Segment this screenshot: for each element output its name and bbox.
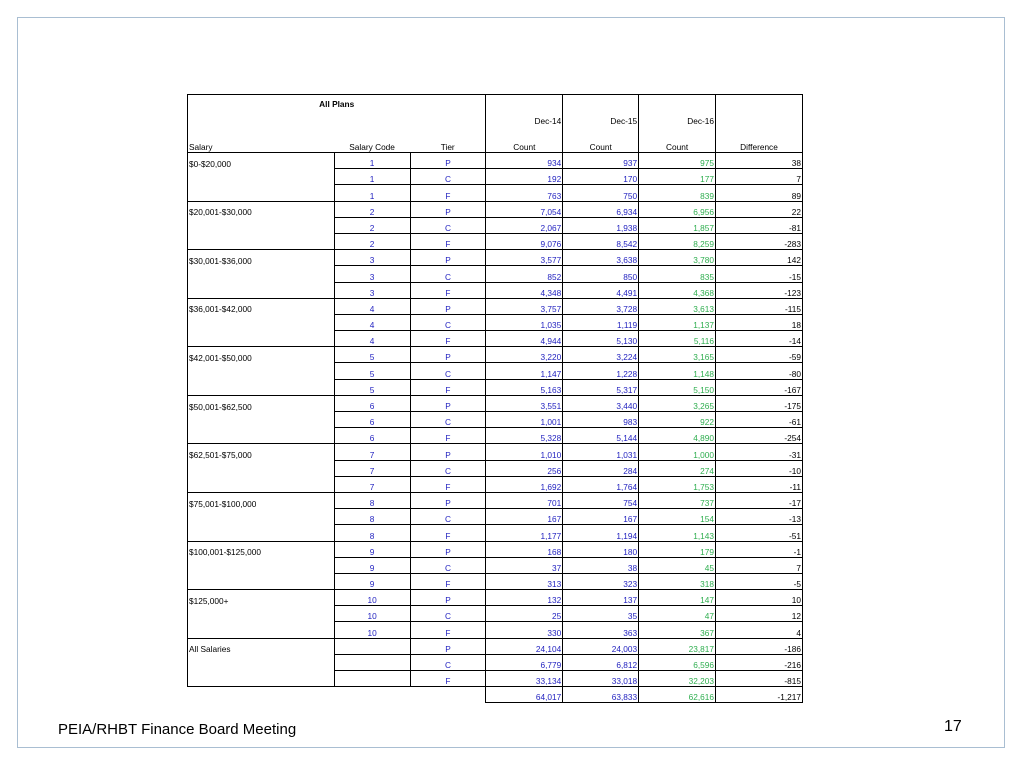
count-dec14-cell: 330 [486, 622, 563, 638]
table-row [188, 460, 803, 476]
count-dec15-cell: 1,938 [563, 217, 639, 233]
count-dec14-cell: 3,551 [486, 395, 563, 411]
tier-cell: C [410, 412, 486, 428]
tier-cell: C [410, 509, 486, 525]
difference-cell: -5 [715, 573, 802, 589]
difference-cell: -10 [715, 460, 802, 476]
salary-range-cell: $20,001-$30,000 [188, 201, 335, 217]
count-dec15-cell: 850 [563, 266, 639, 282]
header-row-dates [188, 112, 803, 126]
count-dec16-cell: 737 [639, 492, 716, 508]
tier-cell: F [410, 671, 486, 687]
tier-cell: P [410, 638, 486, 654]
difference-cell: -115 [715, 298, 802, 314]
total-dec14-cell: 64,017 [486, 687, 563, 703]
salary-code-cell: 2 [334, 217, 410, 233]
count-dec14-cell: 3,757 [486, 298, 563, 314]
tier-cell: F [410, 525, 486, 541]
difference-cell: -815 [715, 671, 802, 687]
enrollment-table [187, 94, 803, 703]
header-count-dec16: Count [639, 126, 716, 153]
header-dec-14: Dec-14 [486, 112, 563, 126]
salary-code-cell: 9 [334, 557, 410, 573]
header-row-title [188, 95, 803, 113]
salary-range-cell: $75,001-$100,000 [188, 492, 335, 508]
tier-cell: F [410, 428, 486, 444]
count-dec16-cell: 1,753 [639, 476, 716, 492]
salary-range-cell [188, 217, 335, 233]
header-tier: Tier [440, 142, 455, 152]
salary-range-cell [188, 525, 335, 541]
count-dec16-cell: 23,817 [639, 638, 716, 654]
count-dec16-cell: 1,148 [639, 363, 716, 379]
count-dec15-cell: 5,130 [563, 331, 639, 347]
count-dec14-cell: 934 [486, 153, 563, 169]
salary-range-cell [188, 185, 335, 201]
count-dec14-cell: 9,076 [486, 233, 563, 249]
count-dec16-cell: 274 [639, 460, 716, 476]
count-dec16-cell: 5,116 [639, 331, 716, 347]
count-dec15-cell: 6,812 [563, 654, 639, 670]
count-dec14-cell: 6,779 [486, 654, 563, 670]
count-dec16-cell: 975 [639, 153, 716, 169]
count-dec15-cell: 38 [563, 557, 639, 573]
count-dec16-cell: 1,857 [639, 217, 716, 233]
footer-title: PEIA/RHBT Finance Board Meeting [58, 721, 297, 738]
count-dec14-cell: 1,147 [486, 363, 563, 379]
difference-cell: -13 [715, 509, 802, 525]
tier-cell: F [410, 282, 486, 298]
count-dec14-cell: 1,692 [486, 476, 563, 492]
count-dec16-cell: 318 [639, 573, 716, 589]
page-number: 17 [944, 718, 962, 735]
difference-cell: -81 [715, 217, 802, 233]
tier-cell: P [410, 250, 486, 266]
difference-cell: 10 [715, 590, 802, 606]
difference-cell: -175 [715, 395, 802, 411]
table-row [188, 590, 803, 606]
difference-cell: -1 [715, 541, 802, 557]
count-dec14-cell: 3,220 [486, 347, 563, 363]
tier-cell: C [410, 169, 486, 185]
difference-cell: 7 [715, 557, 802, 573]
count-dec15-cell: 3,440 [563, 395, 639, 411]
table-row [188, 250, 803, 266]
count-dec16-cell: 3,265 [639, 395, 716, 411]
count-dec15-cell: 1,031 [563, 444, 639, 460]
difference-cell: -14 [715, 331, 802, 347]
difference-cell: -11 [715, 476, 802, 492]
tier-cell: P [410, 395, 486, 411]
count-dec16-cell: 47 [639, 606, 716, 622]
table-row [188, 654, 803, 670]
salary-code-cell: 2 [334, 233, 410, 249]
tier-cell: C [410, 557, 486, 573]
salary-range-cell: $0-$20,000 [188, 153, 335, 169]
table-row [188, 638, 803, 654]
count-dec15-cell: 5,317 [563, 379, 639, 395]
salary-range-cell: $50,001-$62,500 [188, 395, 335, 411]
empty-cell [188, 687, 335, 703]
table-row [188, 153, 803, 169]
count-dec14-cell: 24,104 [486, 638, 563, 654]
count-dec16-cell: 32,203 [639, 671, 716, 687]
count-dec16-cell: 1,143 [639, 525, 716, 541]
table-row [188, 298, 803, 314]
salary-code-cell: 3 [334, 282, 410, 298]
count-dec16-cell: 4,368 [639, 282, 716, 298]
count-dec16-cell: 1,000 [639, 444, 716, 460]
difference-cell: -186 [715, 638, 802, 654]
table-row [188, 525, 803, 541]
table-row [188, 185, 803, 201]
salary-code-cell: 2 [334, 201, 410, 217]
count-dec15-cell: 937 [563, 153, 639, 169]
difference-cell: -254 [715, 428, 802, 444]
salary-code-cell: 1 [334, 185, 410, 201]
difference-cell: -216 [715, 654, 802, 670]
count-dec16-cell: 179 [639, 541, 716, 557]
salary-code-cell: 7 [334, 444, 410, 460]
difference-cell: -15 [715, 266, 802, 282]
table-row [188, 169, 803, 185]
table-row [188, 314, 803, 330]
count-dec16-cell: 6,596 [639, 654, 716, 670]
table-row [188, 395, 803, 411]
tier-cell: P [410, 298, 486, 314]
count-dec15-cell: 1,119 [563, 314, 639, 330]
count-dec14-cell: 2,067 [486, 217, 563, 233]
count-dec16-cell: 8,259 [639, 233, 716, 249]
salary-range-cell [188, 509, 335, 525]
table-row [188, 557, 803, 573]
salary-range-cell: $100,001-$125,000 [188, 541, 335, 557]
salary-range-cell [188, 671, 335, 687]
count-dec15-cell: 754 [563, 492, 639, 508]
salary-range-cell: $36,001-$42,000 [188, 298, 335, 314]
salary-code-cell: 7 [334, 476, 410, 492]
header-count-dec14: Count [486, 126, 563, 153]
tier-cell: P [410, 201, 486, 217]
salary-code-cell: 9 [334, 541, 410, 557]
salary-code-cell: 3 [334, 250, 410, 266]
table-row [188, 606, 803, 622]
salary-code-cell: 1 [334, 153, 410, 169]
count-dec16-cell: 3,780 [639, 250, 716, 266]
header-salary-code: Salary Code [349, 142, 395, 152]
count-dec16-cell: 367 [639, 622, 716, 638]
salary-code-cell: 6 [334, 412, 410, 428]
table-row [188, 217, 803, 233]
tier-cell: P [410, 347, 486, 363]
count-dec16-cell: 5,150 [639, 379, 716, 395]
count-dec16-cell: 6,956 [639, 201, 716, 217]
salary-code-cell: 1 [334, 169, 410, 185]
count-dec15-cell: 323 [563, 573, 639, 589]
count-dec14-cell: 852 [486, 266, 563, 282]
count-dec16-cell: 4,890 [639, 428, 716, 444]
salary-range-cell [188, 654, 335, 670]
salary-range-cell [188, 314, 335, 330]
count-dec16-cell: 147 [639, 590, 716, 606]
salary-code-cell [334, 671, 410, 687]
difference-cell: 89 [715, 185, 802, 201]
count-dec16-cell: 45 [639, 557, 716, 573]
salary-range-cell: $62,501-$75,000 [188, 444, 335, 460]
difference-cell: 12 [715, 606, 802, 622]
count-dec15-cell: 180 [563, 541, 639, 557]
tier-cell: P [410, 541, 486, 557]
count-dec15-cell: 3,638 [563, 250, 639, 266]
count-dec15-cell: 1,194 [563, 525, 639, 541]
table-row [188, 282, 803, 298]
salary-range-cell [188, 379, 335, 395]
table-row [188, 331, 803, 347]
tier-cell: F [410, 573, 486, 589]
difference-cell: -80 [715, 363, 802, 379]
salary-code-cell: 8 [334, 509, 410, 525]
salary-range-cell [188, 573, 335, 589]
salary-code-cell: 6 [334, 428, 410, 444]
count-dec15-cell: 33,018 [563, 671, 639, 687]
salary-code-cell: 9 [334, 573, 410, 589]
count-dec16-cell: 839 [639, 185, 716, 201]
difference-cell: -59 [715, 347, 802, 363]
salary-range-cell [188, 412, 335, 428]
salary-code-cell: 4 [334, 298, 410, 314]
count-dec16-cell: 1,137 [639, 314, 716, 330]
count-dec14-cell: 3,577 [486, 250, 563, 266]
salary-range-cell [188, 606, 335, 622]
salary-code-cell: 5 [334, 347, 410, 363]
count-dec16-cell: 835 [639, 266, 716, 282]
salary-range-cell [188, 557, 335, 573]
count-dec15-cell: 137 [563, 590, 639, 606]
count-dec14-cell: 5,163 [486, 379, 563, 395]
count-dec15-cell: 35 [563, 606, 639, 622]
count-dec14-cell: 701 [486, 492, 563, 508]
count-dec14-cell: 25 [486, 606, 563, 622]
table-row [188, 509, 803, 525]
count-dec14-cell: 4,348 [486, 282, 563, 298]
count-dec14-cell: 256 [486, 460, 563, 476]
count-dec16-cell: 3,165 [639, 347, 716, 363]
salary-code-cell: 10 [334, 590, 410, 606]
count-dec14-cell: 1,010 [486, 444, 563, 460]
count-dec14-cell: 763 [486, 185, 563, 201]
salary-code-cell: 10 [334, 606, 410, 622]
table-row [188, 363, 803, 379]
tier-cell: F [410, 379, 486, 395]
count-dec14-cell: 1,001 [486, 412, 563, 428]
header-dec-15: Dec-15 [563, 112, 639, 126]
tier-cell: C [410, 606, 486, 622]
salary-code-cell: 6 [334, 395, 410, 411]
difference-cell: -17 [715, 492, 802, 508]
count-dec14-cell: 1,177 [486, 525, 563, 541]
tier-cell: P [410, 492, 486, 508]
salary-code-cell [334, 654, 410, 670]
count-dec14-cell: 167 [486, 509, 563, 525]
difference-cell: -167 [715, 379, 802, 395]
difference-cell: -51 [715, 525, 802, 541]
salary-range-cell: All Salaries [188, 638, 335, 654]
salary-range-cell [188, 363, 335, 379]
salary-code-cell: 5 [334, 363, 410, 379]
tier-cell: P [410, 444, 486, 460]
total-row [188, 687, 803, 703]
header-difference: Difference [715, 126, 802, 153]
salary-code-cell: 8 [334, 525, 410, 541]
difference-cell: 7 [715, 169, 802, 185]
count-dec14-cell: 37 [486, 557, 563, 573]
salary-range-cell [188, 622, 335, 638]
table-row [188, 476, 803, 492]
count-dec15-cell: 5,144 [563, 428, 639, 444]
header-count-dec15: Count [563, 126, 639, 153]
salary-code-cell: 7 [334, 460, 410, 476]
salary-code-cell: 5 [334, 379, 410, 395]
tier-cell: C [410, 654, 486, 670]
count-dec14-cell: 132 [486, 590, 563, 606]
tier-cell: P [410, 590, 486, 606]
salary-range-cell: $30,001-$36,000 [188, 250, 335, 266]
table-row [188, 671, 803, 687]
tier-cell: F [410, 622, 486, 638]
header-dec-16: Dec-16 [639, 112, 716, 126]
tier-cell: C [410, 314, 486, 330]
table-row [188, 492, 803, 508]
table-row [188, 573, 803, 589]
table-row [188, 233, 803, 249]
salary-code-cell: 3 [334, 266, 410, 282]
salary-code-cell: 10 [334, 622, 410, 638]
count-dec15-cell: 4,491 [563, 282, 639, 298]
count-dec15-cell: 167 [563, 509, 639, 525]
total-dec15-cell: 63,833 [563, 687, 639, 703]
count-dec14-cell: 4,944 [486, 331, 563, 347]
total-difference-cell: -1,217 [715, 687, 802, 703]
count-dec15-cell: 3,224 [563, 347, 639, 363]
tier-cell: F [410, 331, 486, 347]
table-row [188, 379, 803, 395]
salary-range-cell [188, 476, 335, 492]
difference-cell: -31 [715, 444, 802, 460]
count-dec14-cell: 5,328 [486, 428, 563, 444]
count-dec14-cell: 313 [486, 573, 563, 589]
count-dec15-cell: 983 [563, 412, 639, 428]
salary-code-cell: 4 [334, 314, 410, 330]
count-dec15-cell: 750 [563, 185, 639, 201]
count-dec16-cell: 154 [639, 509, 716, 525]
count-dec16-cell: 3,613 [639, 298, 716, 314]
count-dec14-cell: 1,035 [486, 314, 563, 330]
table-row [188, 428, 803, 444]
difference-cell: 38 [715, 153, 802, 169]
tier-cell: C [410, 363, 486, 379]
table-row [188, 266, 803, 282]
count-dec14-cell: 192 [486, 169, 563, 185]
tier-cell: F [410, 476, 486, 492]
table-row [188, 541, 803, 557]
count-dec15-cell: 24,003 [563, 638, 639, 654]
difference-cell: -123 [715, 282, 802, 298]
salary-code-cell: 8 [334, 492, 410, 508]
salary-range-cell: $125,000+ [188, 590, 335, 606]
count-dec15-cell: 8,542 [563, 233, 639, 249]
tier-cell: P [410, 153, 486, 169]
difference-cell: -61 [715, 412, 802, 428]
table-row [188, 347, 803, 363]
tier-cell: C [410, 217, 486, 233]
tier-cell: C [410, 266, 486, 282]
count-dec15-cell: 1,228 [563, 363, 639, 379]
count-dec16-cell: 922 [639, 412, 716, 428]
tier-cell: C [410, 460, 486, 476]
count-dec15-cell: 363 [563, 622, 639, 638]
count-dec15-cell: 1,764 [563, 476, 639, 492]
count-dec15-cell: 3,728 [563, 298, 639, 314]
salary-range-cell [188, 266, 335, 282]
difference-cell: 18 [715, 314, 802, 330]
header-row-columns [188, 126, 803, 153]
tier-cell: F [410, 185, 486, 201]
empty-cell [334, 687, 410, 703]
difference-cell: -283 [715, 233, 802, 249]
table-title: All Plans [188, 95, 486, 113]
table-row [188, 444, 803, 460]
table-row [188, 412, 803, 428]
salary-range-cell [188, 428, 335, 444]
count-dec14-cell: 7,054 [486, 201, 563, 217]
difference-cell: 22 [715, 201, 802, 217]
count-dec15-cell: 284 [563, 460, 639, 476]
salary-range-cell [188, 233, 335, 249]
salary-range-cell [188, 282, 335, 298]
count-dec15-cell: 6,934 [563, 201, 639, 217]
salary-code-cell: 4 [334, 331, 410, 347]
empty-cell [410, 687, 486, 703]
table-row [188, 622, 803, 638]
salary-code-cell [334, 638, 410, 654]
count-dec15-cell: 170 [563, 169, 639, 185]
count-dec14-cell: 33,134 [486, 671, 563, 687]
header-salary: Salary [188, 126, 335, 153]
salary-range-cell [188, 460, 335, 476]
total-dec16-cell: 62,616 [639, 687, 716, 703]
difference-cell: 142 [715, 250, 802, 266]
table-row [188, 201, 803, 217]
tier-cell: F [410, 233, 486, 249]
salary-range-cell [188, 169, 335, 185]
difference-cell: 4 [715, 622, 802, 638]
salary-range-cell: $42,001-$50,000 [188, 347, 335, 363]
count-dec14-cell: 168 [486, 541, 563, 557]
salary-range-cell [188, 331, 335, 347]
count-dec16-cell: 177 [639, 169, 716, 185]
